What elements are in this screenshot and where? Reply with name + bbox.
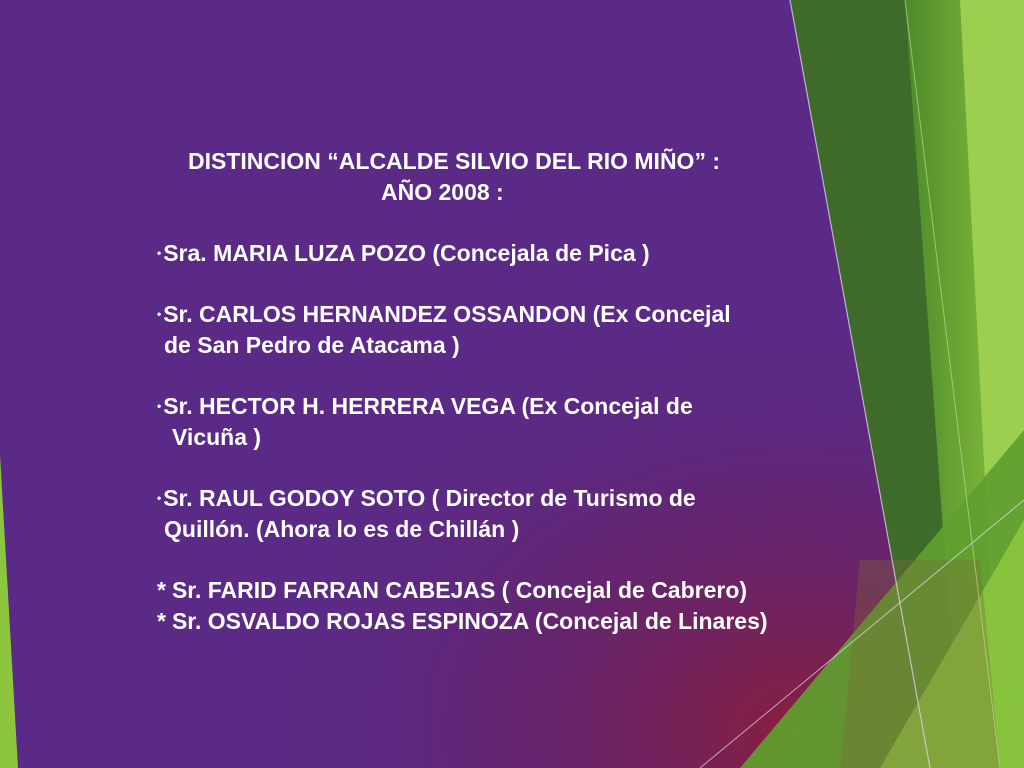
list-item-3-continuation: Vicuña ) xyxy=(172,424,262,450)
list-item-6-text: Sr. OSVALDO ROJAS ESPINOZA (Concejal de Linares) xyxy=(171,608,768,634)
list-item-6 xyxy=(157,608,768,635)
title-line-2: AÑO 2008 : xyxy=(381,179,504,205)
star-icon: * xyxy=(157,577,166,603)
list-item-2-text: Sr. CARLOS HERNANDEZ OSSANDON (Ex Concejal xyxy=(163,301,731,327)
list-item-5-text: Sr. FARID FARRAN CABEJAS ( Concejal de Cabrero) xyxy=(171,577,748,603)
bullet-icon: • xyxy=(157,246,162,260)
bullet-icon: • xyxy=(157,491,162,505)
list-item-2-continuation: de San Pedro de Atacama ) xyxy=(164,332,460,358)
list-item-5 xyxy=(157,577,747,604)
list-item-3 xyxy=(157,393,693,420)
list-item-4-text: Sr. RAUL GODOY SOTO ( Director de Turismo de xyxy=(163,485,696,511)
list-item-4 xyxy=(157,485,696,512)
list-item-3-text: Sr. HECTOR H. HERRERA VEGA (Ex Concejal de xyxy=(163,393,693,419)
bullet-icon: • xyxy=(157,399,162,413)
list-item-2 xyxy=(157,301,731,328)
title-line-1: DISTINCION “ALCALDE SILVIO DEL RIO MIÑO” : xyxy=(188,148,720,174)
list-item-4-continuation: Quillón. (Ahora lo es de Chillán ) xyxy=(164,516,520,542)
list-item-1 xyxy=(157,240,650,267)
bullet-icon: • xyxy=(157,307,162,321)
star-icon: * xyxy=(157,608,166,634)
list-item-1-text: Sra. MARIA LUZA POZO (Concejala de Pica ) xyxy=(163,240,650,266)
